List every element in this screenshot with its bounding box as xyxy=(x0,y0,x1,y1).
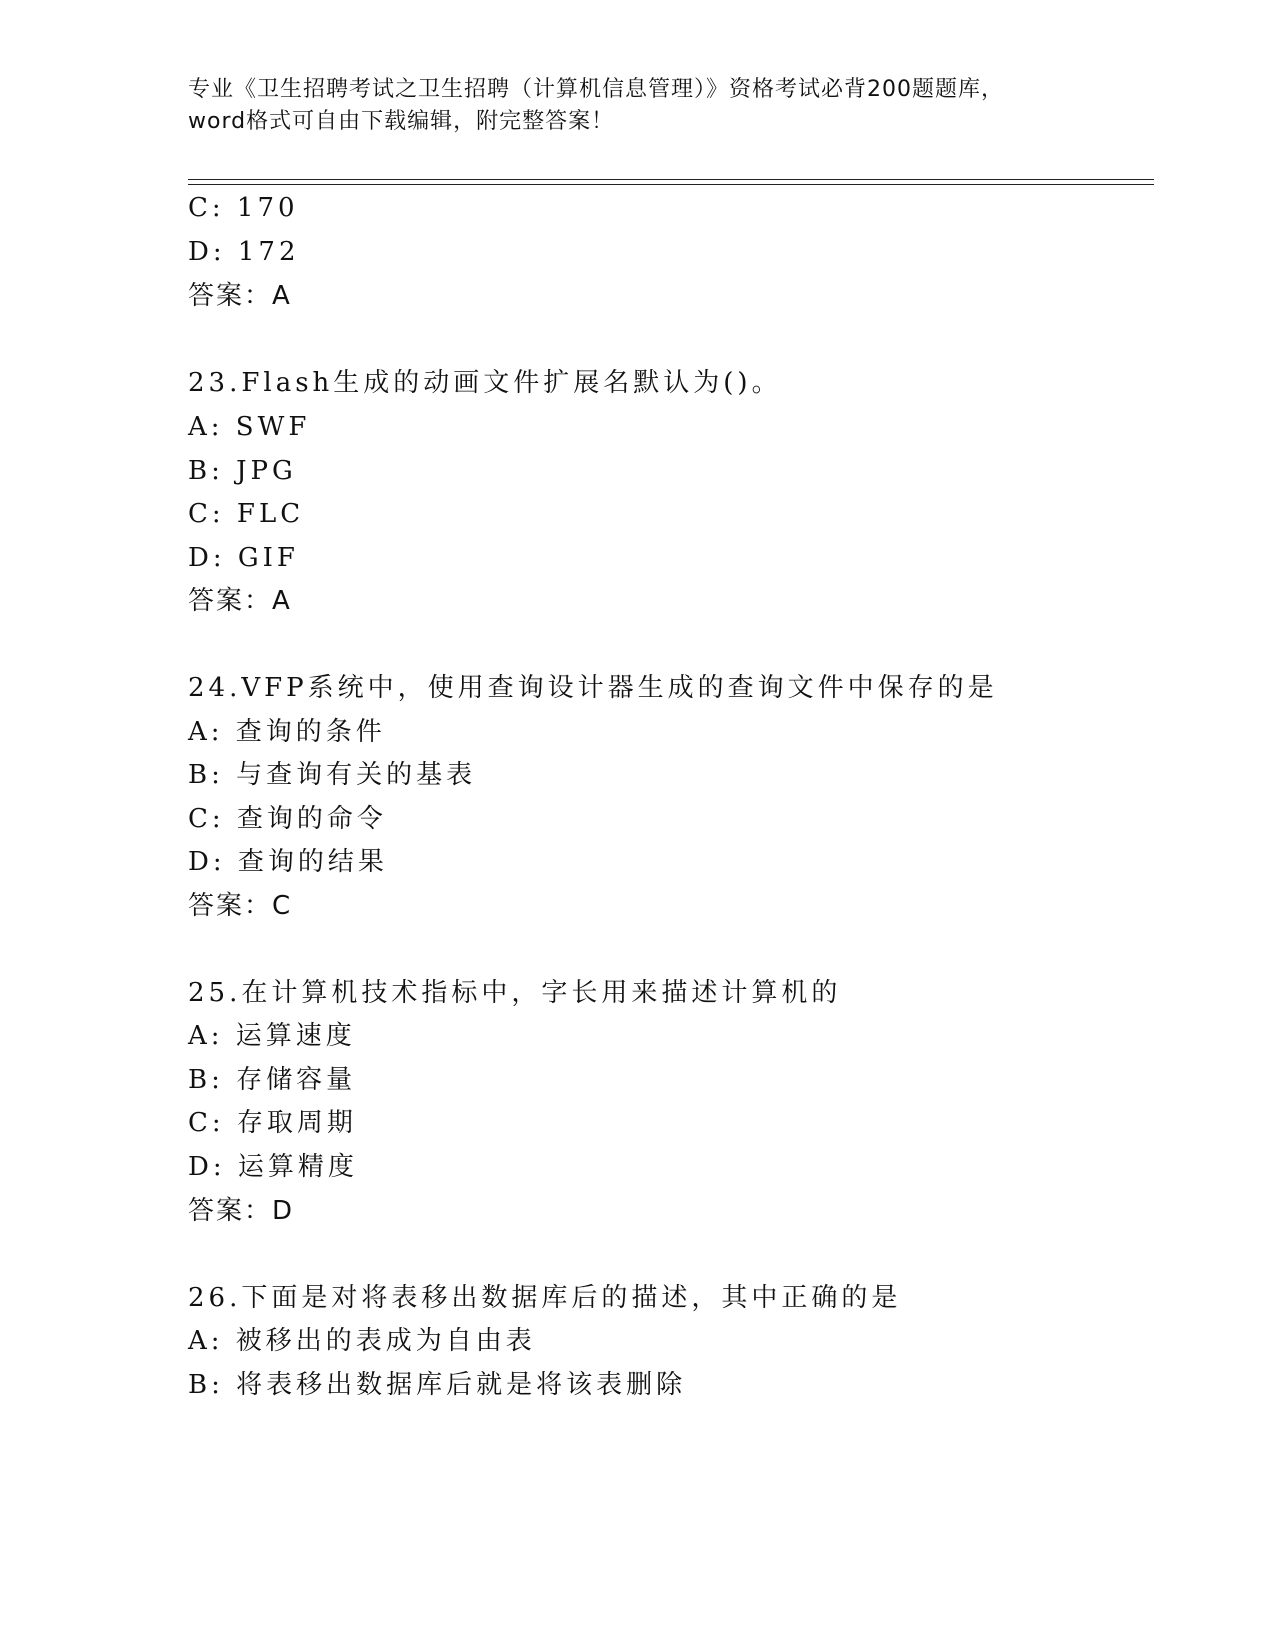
answer-line: 答案：C xyxy=(188,891,293,921)
option-c: C: 查询的命令 xyxy=(188,804,387,834)
option-d: D: 运算精度 xyxy=(188,1152,358,1182)
option-d: D: GIF xyxy=(188,543,299,573)
answer-line: 答案：D xyxy=(188,1196,295,1226)
option-c: C: 170 xyxy=(188,193,299,223)
option-d: D: 查询的结果 xyxy=(188,847,388,877)
option-b: B: 将表移出数据库后就是将该表删除 xyxy=(188,1370,687,1400)
header-divider-top xyxy=(188,179,1154,180)
option-a: A: 被移出的表成为自由表 xyxy=(188,1326,536,1356)
option-d: D: 172 xyxy=(188,237,300,267)
option-c: C: FLC xyxy=(188,499,305,529)
option-a: A: SWF xyxy=(188,412,311,442)
answer-line: 答案：A xyxy=(188,586,292,616)
question-stem: 24.VFP系统中，使用查询设计器生成的查询文件中保存的是 xyxy=(188,673,998,703)
header-divider-bottom xyxy=(188,184,1154,185)
answer-line: 答案：A xyxy=(188,281,292,311)
question-stem: 26.下面是对将表移出数据库后的描述，其中正确的是 xyxy=(188,1283,902,1313)
option-a: A: 查询的条件 xyxy=(188,717,386,747)
option-b: B: 存储容量 xyxy=(188,1065,357,1095)
option-b: B: 与查询有关的基表 xyxy=(188,760,477,790)
question-stem: 25.在计算机技术指标中，字长用来描述计算机的 xyxy=(188,978,842,1008)
document-header xyxy=(188,74,1088,138)
option-b: B: JPG xyxy=(188,456,297,486)
option-a: A: 运算速度 xyxy=(188,1021,356,1051)
option-c: C: 存取周期 xyxy=(188,1108,357,1138)
header-line-1: 专业《卫生招聘考试之卫生招聘（计算机信息管理）》资格考试必背200题题库， xyxy=(188,77,1004,102)
header-line-2: word格式可自由下载编辑，附完整答案！ xyxy=(188,109,615,134)
question-stem: 23.Flash生成的动画文件扩展名默认为()。 xyxy=(188,368,782,398)
